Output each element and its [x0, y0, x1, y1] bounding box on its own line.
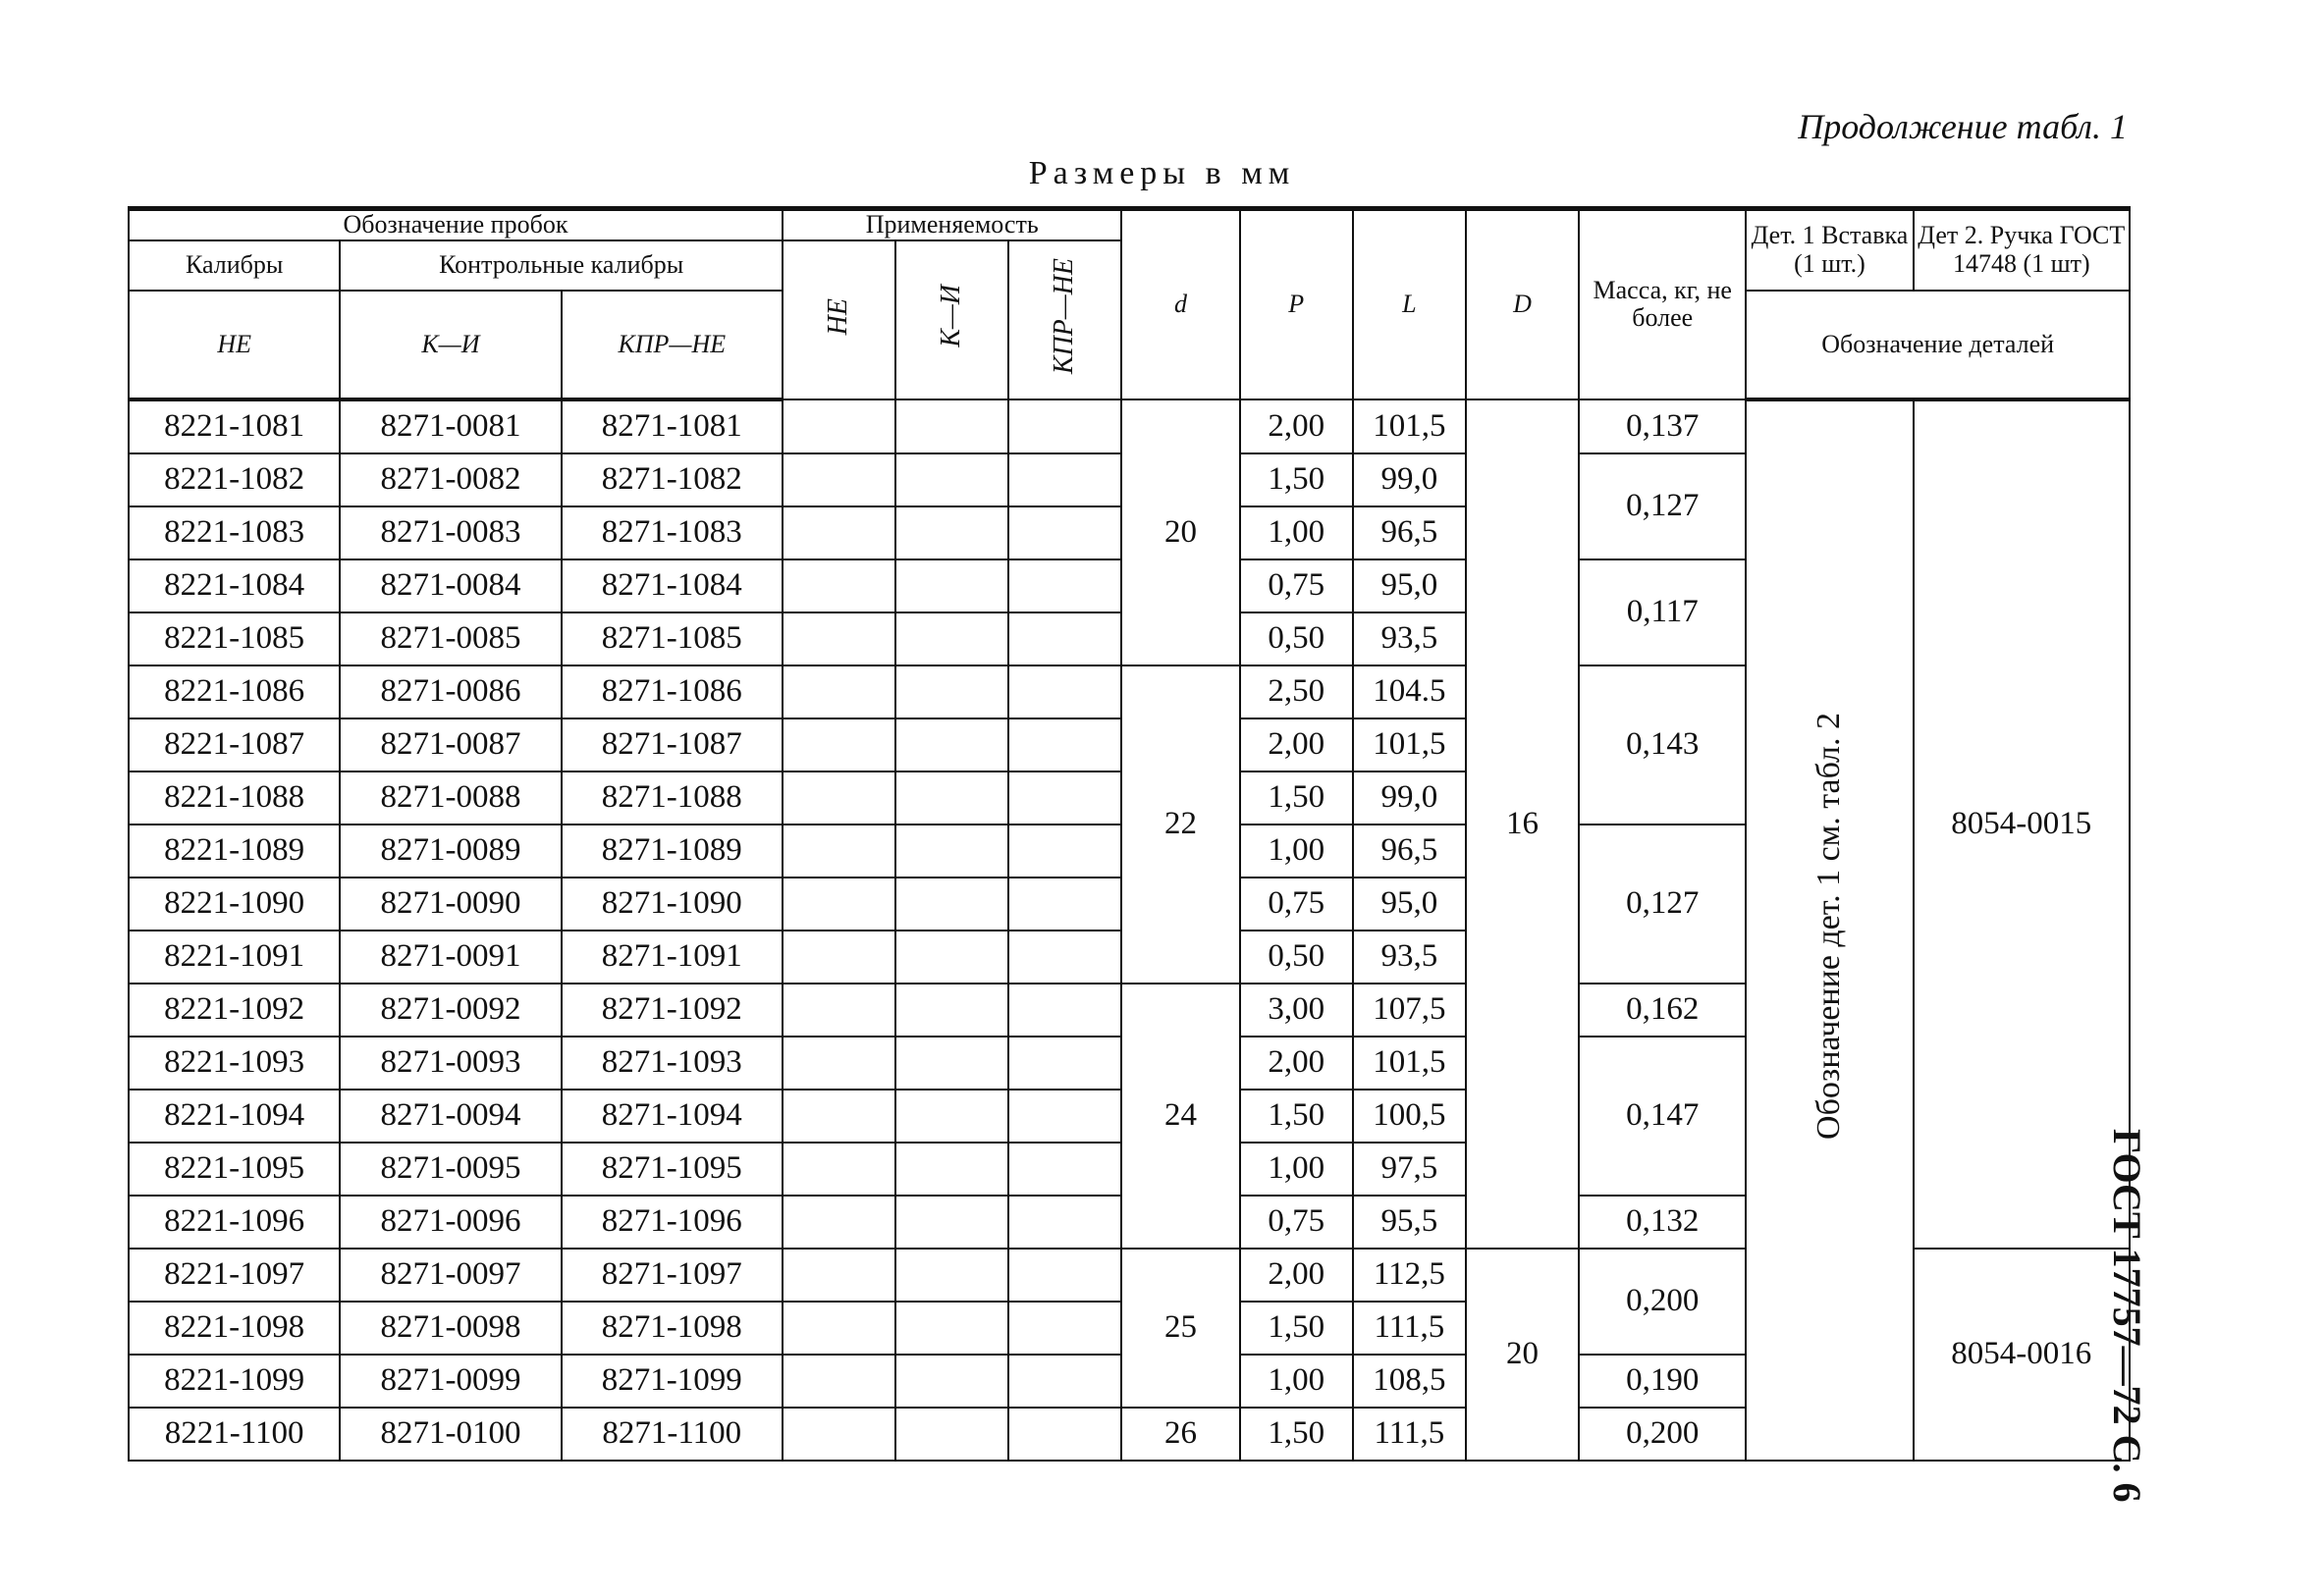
- cell-app-ki: [895, 1302, 1008, 1355]
- cell-app-kpr: [1008, 665, 1121, 718]
- cell-big-d: 16: [1466, 399, 1579, 1249]
- cell-d: 22: [1121, 665, 1239, 984]
- cell-l: 104.5: [1353, 665, 1466, 718]
- cell-app-kpr: [1008, 506, 1121, 559]
- cell-big-d: 20: [1466, 1249, 1579, 1461]
- cell-app-ki: [895, 1090, 1008, 1143]
- cell-l: 107,5: [1353, 984, 1466, 1037]
- cell-ne: 8221-1092: [129, 984, 340, 1037]
- cell-app-ki: [895, 399, 1008, 453]
- cell-app-ki: [895, 931, 1008, 984]
- cell-app-kpr: [1008, 453, 1121, 506]
- cell-p: 1,50: [1240, 771, 1353, 825]
- cell-kpr: 8271-1093: [562, 1037, 783, 1090]
- cell-p: 2,00: [1240, 1249, 1353, 1302]
- cell-d: 25: [1121, 1249, 1239, 1408]
- cell-l: 95,0: [1353, 559, 1466, 612]
- cell-l: 93,5: [1353, 931, 1466, 984]
- cell-ne: 8221-1097: [129, 1249, 340, 1302]
- cell-p: 2,50: [1240, 665, 1353, 718]
- cell-kpr: 8271-1088: [562, 771, 783, 825]
- cell-p: 1,50: [1240, 1408, 1353, 1461]
- cell-ki: 8271-0085: [340, 612, 561, 665]
- header-ki: К—И: [340, 291, 561, 399]
- cell-ne: 8221-1087: [129, 718, 340, 771]
- cell-l: 95,0: [1353, 878, 1466, 931]
- cell-app-ne: [783, 399, 895, 453]
- cell-ki: 8271-0091: [340, 931, 561, 984]
- cell-kpr: 8271-1081: [562, 399, 783, 453]
- cell-app-ne: [783, 1355, 895, 1408]
- header-mass: Масса, кг, не более: [1579, 209, 1746, 399]
- cell-app-kpr: [1008, 1090, 1121, 1143]
- continuation-label: Продолжение табл. 1: [1798, 107, 2128, 146]
- cell-app-ne: [783, 771, 895, 825]
- cell-app-kpr: [1008, 1196, 1121, 1249]
- cell-app-ki: [895, 612, 1008, 665]
- header-applicability: Применяемость: [783, 209, 1122, 240]
- cell-mass: 0,132: [1579, 1196, 1746, 1249]
- cell-mass: 0,190: [1579, 1355, 1746, 1408]
- cell-app-kpr: [1008, 399, 1121, 453]
- cell-p: 1,00: [1240, 506, 1353, 559]
- cell-ne: 8221-1091: [129, 931, 340, 984]
- cell-app-ne: [783, 984, 895, 1037]
- cell-app-ne: [783, 1196, 895, 1249]
- cell-ki: 8271-0082: [340, 453, 561, 506]
- cell-app-ne: [783, 1090, 895, 1143]
- header-designation: Обозначение пробок: [129, 209, 783, 240]
- header-calibers: Калибры: [129, 240, 340, 291]
- cell-ne: 8221-1089: [129, 825, 340, 878]
- cell-app-ne: [783, 665, 895, 718]
- cell-l: 101,5: [1353, 399, 1466, 453]
- cell-kpr: 8271-1089: [562, 825, 783, 878]
- cell-ki: 8271-0099: [340, 1355, 561, 1408]
- cell-kpr: 8271-1092: [562, 984, 783, 1037]
- cell-app-ne: [783, 718, 895, 771]
- header-l: L: [1353, 209, 1466, 399]
- cell-p: 0,75: [1240, 878, 1353, 931]
- cell-ne: 8221-1090: [129, 878, 340, 931]
- cell-kpr: 8271-1084: [562, 559, 783, 612]
- cell-l: 108,5: [1353, 1355, 1466, 1408]
- cell-d: 24: [1121, 984, 1239, 1249]
- cell-kpr: 8271-1095: [562, 1143, 783, 1196]
- cell-mass: 0,127: [1579, 825, 1746, 984]
- cell-app-kpr: [1008, 559, 1121, 612]
- cell-app-ki: [895, 878, 1008, 931]
- cell-kpr: 8271-1091: [562, 931, 783, 984]
- cell-app-ne: [783, 506, 895, 559]
- cell-det2: 8054-0015: [1914, 399, 2130, 1249]
- cell-app-ne: [783, 931, 895, 984]
- cell-kpr: 8271-1087: [562, 718, 783, 771]
- cell-app-ne: [783, 1037, 895, 1090]
- cell-kpr: 8271-1083: [562, 506, 783, 559]
- cell-app-ki: [895, 1196, 1008, 1249]
- cell-l: 112,5: [1353, 1249, 1466, 1302]
- cell-ne: 8221-1081: [129, 399, 340, 453]
- cell-kpr: 8271-1086: [562, 665, 783, 718]
- cell-ne: 8221-1094: [129, 1090, 340, 1143]
- cell-d: 26: [1121, 1408, 1239, 1461]
- cell-l: 100,5: [1353, 1090, 1466, 1143]
- cell-app-kpr: [1008, 612, 1121, 665]
- cell-ne: 8221-1084: [129, 559, 340, 612]
- standard-page-label: ГОСТ 17757—72 С. 6: [2105, 1129, 2149, 1503]
- cell-l: 97,5: [1353, 1143, 1466, 1196]
- cell-l: 99,0: [1353, 453, 1466, 506]
- cell-ki: 8271-0088: [340, 771, 561, 825]
- cell-ki: 8271-0098: [340, 1302, 561, 1355]
- cell-app-ne: [783, 1249, 895, 1302]
- cell-p: 1,50: [1240, 1090, 1353, 1143]
- cell-l: 95,5: [1353, 1196, 1466, 1249]
- cell-p: 2,00: [1240, 399, 1353, 453]
- cell-ki: 8271-0084: [340, 559, 561, 612]
- cell-app-ki: [895, 1037, 1008, 1090]
- cell-mass: 0,200: [1579, 1249, 1746, 1355]
- cell-ne: 8221-1082: [129, 453, 340, 506]
- cell-ne: 8221-1083: [129, 506, 340, 559]
- cell-app-ne: [783, 878, 895, 931]
- cell-mass: 0,143: [1579, 665, 1746, 825]
- cell-ne: 8221-1095: [129, 1143, 340, 1196]
- cell-ki: 8271-0092: [340, 984, 561, 1037]
- units-caption: Размеры в мм: [1028, 155, 1296, 191]
- cell-app-ne: [783, 1408, 895, 1461]
- cell-app-kpr: [1008, 1408, 1121, 1461]
- cell-p: 1,00: [1240, 1355, 1353, 1408]
- cell-app-ki: [895, 718, 1008, 771]
- cell-p: 1,00: [1240, 1143, 1353, 1196]
- cell-l: 93,5: [1353, 612, 1466, 665]
- cell-app-kpr: [1008, 718, 1121, 771]
- cell-ki: 8271-0089: [340, 825, 561, 878]
- cell-ki: 8271-0097: [340, 1249, 561, 1302]
- cell-app-ki: [895, 1355, 1008, 1408]
- cell-ne: 8221-1088: [129, 771, 340, 825]
- cell-mass: 0,147: [1579, 1037, 1746, 1196]
- header-big-d: D: [1466, 209, 1579, 399]
- cell-l: 111,5: [1353, 1302, 1466, 1355]
- cell-ne: 8221-1085: [129, 612, 340, 665]
- cell-l: 111,5: [1353, 1408, 1466, 1461]
- cell-app-kpr: [1008, 1249, 1121, 1302]
- cell-app-ne: [783, 1302, 895, 1355]
- cell-app-kpr: [1008, 931, 1121, 984]
- header-ne: НЕ: [129, 291, 340, 399]
- cell-app-kpr: [1008, 1037, 1121, 1090]
- cell-kpr: 8271-1100: [562, 1408, 783, 1461]
- cell-kpr: 8271-1098: [562, 1302, 783, 1355]
- cell-ki: 8271-0093: [340, 1037, 561, 1090]
- cell-kpr: 8271-1099: [562, 1355, 783, 1408]
- cell-ki: 8271-0090: [340, 878, 561, 931]
- cell-det1: [1746, 399, 1913, 1461]
- cell-det2: 8054-0016: [1914, 1249, 2130, 1461]
- cell-kpr: 8271-1082: [562, 453, 783, 506]
- cell-mass: 0,162: [1579, 984, 1746, 1037]
- table-body: [129, 399, 2130, 1461]
- header-app-ne: НЕ: [823, 297, 854, 335]
- cell-ki: 8271-0094: [340, 1090, 561, 1143]
- cell-kpr: 8271-1085: [562, 612, 783, 665]
- cell-p: 1,50: [1240, 1302, 1353, 1355]
- cell-kpr: 8271-1094: [562, 1090, 783, 1143]
- cell-app-ne: [783, 825, 895, 878]
- cell-ki: 8271-0081: [340, 399, 561, 453]
- header-det1: Дет. 1 Вставка (1 шт.): [1746, 209, 1913, 292]
- cell-app-kpr: [1008, 1143, 1121, 1196]
- cell-ki: 8271-0086: [340, 665, 561, 718]
- cell-app-ki: [895, 665, 1008, 718]
- cell-ki: 8271-0096: [340, 1196, 561, 1249]
- cell-ki: 8271-0100: [340, 1408, 561, 1461]
- table-row: [129, 399, 2130, 453]
- header-parts-designation: Обозначение деталей: [1746, 291, 2130, 399]
- cell-ne: 8221-1098: [129, 1302, 340, 1355]
- cell-app-ki: [895, 825, 1008, 878]
- cell-app-kpr: [1008, 1302, 1121, 1355]
- header-d: d: [1121, 209, 1239, 399]
- cell-p: 0,75: [1240, 559, 1353, 612]
- cell-mass: 0,117: [1579, 559, 1746, 665]
- cell-kpr: 8271-1096: [562, 1196, 783, 1249]
- cell-ne: 8221-1093: [129, 1037, 340, 1090]
- cell-ne: 8221-1100: [129, 1408, 340, 1461]
- header-det2: Дет 2. Ручка ГОСТ 14748 (1 шт): [1914, 209, 2130, 292]
- cell-app-ki: [895, 771, 1008, 825]
- cell-p: 0,50: [1240, 612, 1353, 665]
- cell-kpr: 8271-1097: [562, 1249, 783, 1302]
- cell-mass: 0,127: [1579, 453, 1746, 559]
- cell-app-ne: [783, 612, 895, 665]
- header-control-calibers: Контрольные калибры: [340, 240, 783, 291]
- det1-note: Обозначение дет. 1 см. табл. 2: [1811, 712, 1848, 1140]
- header-p: P: [1240, 209, 1353, 399]
- cell-l: 96,5: [1353, 506, 1466, 559]
- cell-app-ki: [895, 1143, 1008, 1196]
- cell-app-ki: [895, 1249, 1008, 1302]
- cell-app-ki: [895, 506, 1008, 559]
- header-kpr-ne: КПР—НЕ: [562, 291, 783, 399]
- cell-p: 1,50: [1240, 453, 1353, 506]
- cell-ne: 8221-1086: [129, 665, 340, 718]
- cell-l: 96,5: [1353, 825, 1466, 878]
- cell-app-kpr: [1008, 878, 1121, 931]
- cell-mass: 0,137: [1579, 399, 1746, 453]
- cell-p: 0,75: [1240, 1196, 1353, 1249]
- cell-l: 99,0: [1353, 771, 1466, 825]
- cell-app-kpr: [1008, 825, 1121, 878]
- cell-l: 101,5: [1353, 718, 1466, 771]
- cell-app-kpr: [1008, 1355, 1121, 1408]
- cell-app-kpr: [1008, 984, 1121, 1037]
- cell-app-ne: [783, 453, 895, 506]
- cell-app-ki: [895, 453, 1008, 506]
- cell-ki: 8271-0083: [340, 506, 561, 559]
- cell-ki: 8271-0095: [340, 1143, 561, 1196]
- cell-app-ne: [783, 559, 895, 612]
- cell-d: 20: [1121, 399, 1239, 665]
- cell-app-ki: [895, 559, 1008, 612]
- header-app-ki: К—И: [936, 285, 967, 348]
- gauge-table: [128, 206, 2131, 1462]
- cell-p: 1,00: [1240, 825, 1353, 878]
- cell-l: 101,5: [1353, 1037, 1466, 1090]
- cell-app-kpr: [1008, 771, 1121, 825]
- header-app-kpr: КПР—НЕ: [1049, 258, 1080, 375]
- cell-ne: 8221-1096: [129, 1196, 340, 1249]
- cell-ki: 8271-0087: [340, 718, 561, 771]
- cell-mass: 0,200: [1579, 1408, 1746, 1461]
- cell-p: 0,50: [1240, 931, 1353, 984]
- cell-p: 2,00: [1240, 1037, 1353, 1090]
- cell-app-ne: [783, 1143, 895, 1196]
- cell-p: 2,00: [1240, 718, 1353, 771]
- cell-p: 3,00: [1240, 984, 1353, 1037]
- cell-kpr: 8271-1090: [562, 878, 783, 931]
- cell-app-ki: [895, 1408, 1008, 1461]
- cell-ne: 8221-1099: [129, 1355, 340, 1408]
- cell-app-ki: [895, 984, 1008, 1037]
